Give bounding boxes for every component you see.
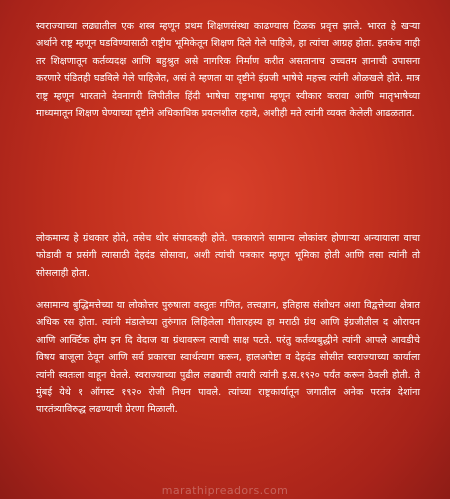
cover-paragraph-education: स्वराज्याच्या लढ्यातील एक शस्त्र म्हणून प्रथम शिक्षणसंस्था काढण्यास टिळक प्रवृत्त झाले. भारत हे खऱ्या अर्थाने राष्ट्र म्हणून घडविण्यासाठी राष्ट्रीय भूमिकेतून शिक्षण दिले गेले पाहिजे, हा त्यांचा आग्रह होता. इतकंच नाही तर शिक्षणातून कर्तव्यदक्ष आणि बहुश्रुत असे नागरिक निर्माण करीत असतानाच उच्चतम ज्ञानाची उपासना करणारे पंडितही घडविले गेले पाहिजेत, असं ते म्हणता या दृष्टीने इंग्रजी भाषेचे महत्त्व त्यांनी ओळखले होते. मात्र राष्ट्र म्हणून भारताने देवनागरी लिपीतील हिंदी भाषेचा राष्ट्रभाषा म्हणून स्वीकार करावा आणि मातृभाषेच्या माध्यमातून शिक्षण घेण्याच्या दृष्टीने अधिकाधिक प्रयत्नशील रहावे, अशीही मते त्यांनी व्यक्त केलेली आढळतात. [36, 21, 420, 120]
cover-paragraph-scholarship: असामान्य बुद्धिमत्तेच्या या लोकोत्तर पुरुषाला वस्तुतः गणित, तत्त्वज्ञान, इतिहास संशोधन अशा विद्वत्तेच्या क्षेत्रात अधिक रस होता. त्यांनी मंडालेच्या तुरुंगात लिहिलेला गीतारहस्य हा मराठी ग्रंथ आणि इंग्रजीतील द ओरायन आणि आर्क्टिक होम इन दि वेदाज या ग्रंथावरून त्याची साक्ष पटते. परंतु कर्तव्यबुद्धीने त्यांनी आपले आवडीचे विषय बाजूला ठेवून आणि सर्व प्रकारचा स्वार्थत्याग करून, हालअपेष्टा व देहदंड सोसीत स्वराज्याच्या कार्याला त्यांनी स्वतःला वाहून घेतले. स्वराज्याच्या पुढील लढ्याची तयारी त्यांनी इ.स.१९२० पर्यंत करून ठेवली होती. ते मुंबई येथे १ ऑगस्ट १९२० रोजी निधन पावले. त्यांच्या राष्ट्रकार्यातून जगातील अनेक परतंत्र देशांना पारतंत्र्याविरुद्ध लढण्याची प्रेरणा मिळाली. [36, 300, 420, 416]
site-watermark: marathipreadors.com [161, 484, 289, 497]
cover-paragraph-journalism: लोकमान्य हे ग्रंथकार होते, तसेच थोर संपादकही होते. पत्रकाराने सामान्य लोकांवर होणाऱ्या अन्यायाला वाचा फोडावी व प्रसंगी त्यासाठी देहदंड सोसावा, अशी त्यांची पत्रकार म्हणून भूमिका होती आणि तसा त्यांनी तो सोसलाही होता. [36, 233, 420, 279]
